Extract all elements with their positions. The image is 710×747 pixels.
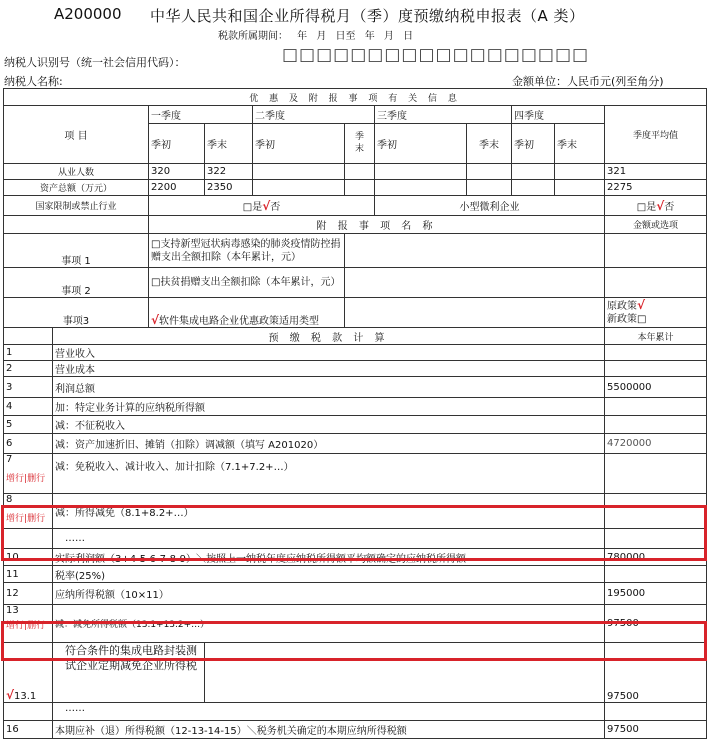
delete-row-link[interactable]: 删行 (27, 621, 46, 631)
row-value[interactable] (605, 494, 707, 529)
row-number: 5 (4, 416, 53, 434)
old-policy-option[interactable]: 原政策 (607, 301, 637, 312)
add-row-link[interactable]: 增行 (6, 474, 25, 484)
row-value[interactable]: 97500 (605, 721, 707, 739)
assets-label: 资产总额（万元） (4, 180, 149, 196)
quarter-3-header: 三季度 (375, 106, 512, 124)
taxpayer-id-boxes[interactable]: □□□□□□□□□□□□□□□□□□ (282, 45, 590, 65)
small-yes-option[interactable]: □是 (636, 202, 657, 213)
employees-label: 从业人数 (4, 164, 149, 180)
delete-row-link[interactable]: 删行 (27, 514, 46, 524)
row-number-cell: 7 增行|删行 (4, 454, 53, 494)
q1-end-header: 季末 (205, 124, 253, 164)
row-label: 减：减免所得税额（13.1+13.2+…） (53, 605, 605, 643)
q4-end-header: 季末 (555, 124, 605, 164)
row-label: 利润总额 (53, 377, 605, 398)
employees-q4-begin[interactable] (512, 164, 555, 180)
calc-section-title: 预 缴 税 款 计 算 (53, 328, 605, 345)
checkmark-icon: √ (6, 688, 15, 702)
row-label: 减：所得减免（8.1+8.2+…） (53, 494, 605, 529)
declaration-table (3, 88, 707, 739)
row-number: 16 (4, 721, 53, 739)
row-label: 应纳所得税额（10×11） (53, 583, 605, 605)
assets-q2-end[interactable] (345, 180, 375, 196)
row-value[interactable] (605, 566, 707, 583)
row-number: 3 (4, 377, 53, 398)
item-1-amount[interactable] (605, 234, 707, 268)
checkmark-icon: √ (262, 199, 271, 213)
employees-q2-end[interactable] (345, 164, 375, 180)
row-number: 12 (4, 583, 53, 605)
small-enterprise-label: 小型微利企业 (375, 196, 605, 216)
item-1-description[interactable]: □支持新型冠状病毒感染的肺炎疫情防控捐赠支出全额扣除（本年累计，元） (149, 234, 345, 268)
row-label: 本期应补（退）所得税额（12-13-14-15）＼税务机关确定的本期应纳所得税额 (53, 721, 605, 739)
q3-end-header: 季末 (467, 124, 512, 164)
row-number-cell (4, 643, 53, 703)
row-value[interactable]: 97500 (605, 605, 707, 643)
ellipsis-row: …… (53, 703, 605, 721)
row-number: 10 (4, 549, 53, 566)
row-value[interactable] (605, 416, 707, 434)
new-policy-option[interactable]: 新政策□ (607, 314, 647, 325)
assets-q3-begin[interactable] (375, 180, 467, 196)
q4-begin-header: 季初 (512, 124, 555, 164)
item-1-label: 事项 1 (4, 234, 149, 268)
quarter-1-header: 一季度 (149, 106, 253, 124)
employees-q4-end[interactable] (555, 164, 605, 180)
quarter-4-header: 四季度 (512, 106, 605, 124)
row-value[interactable]: 4720000 (605, 434, 707, 454)
row-number-cell: 8 增行|删行 (4, 494, 53, 529)
amount-option-header: 金额或选项 (605, 216, 707, 234)
row-label: 实际利润额（3+4-5-6-7-8-9）＼按照上一纳税年度应纳税所得额平均额确定的应纳税所得额 (53, 549, 605, 566)
form-code: A200000 (54, 5, 122, 23)
row-label: 营业成本 (53, 361, 605, 377)
row-label: 减：不征税收入 (53, 416, 605, 434)
row-label: 符合条件的集成电路封装测试企业定期减免企业所得税 (53, 643, 205, 703)
assets-average[interactable]: 2275 (605, 180, 707, 196)
row-label: 税率(25%) (53, 566, 605, 583)
item-2-amount[interactable] (605, 268, 707, 298)
row-number: 4 (4, 398, 53, 416)
row-value[interactable]: 97500 (605, 643, 707, 703)
add-row-link[interactable]: 增行 (6, 514, 25, 524)
q2-begin-header: 季初 (253, 124, 345, 164)
row-label: 加：特定业务计算的应纳税所得额 (53, 398, 605, 416)
small-enterprise-choice[interactable] (605, 196, 707, 216)
taxpayer-name-label: 纳税人名称: (4, 75, 63, 88)
row-number: 6 (4, 434, 53, 454)
form-title: 中华人民共和国企业所得税月（季）度预缴纳税申报表（A 类） (150, 7, 585, 25)
small-no-option[interactable]: 否 (664, 202, 675, 213)
row-number: 1 (4, 345, 53, 361)
restricted-no-option[interactable]: 否 (270, 202, 281, 213)
item-2-label: 事项 2 (4, 268, 149, 298)
year-total-header: 本年累计 (605, 328, 707, 345)
row-value[interactable] (605, 398, 707, 416)
add-row-link[interactable]: 增行 (6, 621, 25, 631)
row-label: 减：免税收入、减计收入、加计扣除（7.1+7.2+…） (53, 454, 605, 494)
taxpayer-id-label: 纳税人识别号（统一社会信用代码）： (4, 56, 186, 69)
assets-q1-end[interactable]: 2350 (205, 180, 253, 196)
row-value[interactable]: 195000 (605, 583, 707, 605)
attached-section-title: 附 报 事 项 名 称 (149, 216, 605, 234)
amount-unit: 金额单位：人民币元(列至角分) (512, 75, 664, 88)
assets-q2-begin[interactable] (253, 180, 345, 196)
q3-begin-header: 季初 (375, 124, 467, 164)
assets-q1-begin[interactable]: 2200 (149, 180, 205, 196)
info-section-title: 优 惠 及 附 报 事 项 有 关 信 息 (4, 89, 707, 106)
checkmark-icon: √ (656, 199, 665, 213)
assets-q3-end[interactable] (467, 180, 512, 196)
quarter-average-header: 季度平均值 (605, 106, 707, 164)
row-value[interactable]: 5500000 (605, 377, 707, 398)
assets-q4-end[interactable] (555, 180, 605, 196)
row-label: 营业收入 (53, 345, 605, 361)
row-number: 13.1 (14, 691, 37, 702)
restricted-yes-option[interactable]: □是 (242, 202, 263, 213)
row-number: 11 (4, 566, 53, 583)
employees-average[interactable]: 321 (605, 164, 707, 180)
row-number-cell: 13 增行|删行 (4, 605, 53, 643)
item-3-label: 事项3 (4, 298, 149, 328)
item-2-description[interactable]: □扶贫捐赠支出全额扣除（本年累计，元） (149, 268, 345, 298)
employees-q1-begin[interactable]: 320 (149, 164, 205, 180)
checkmark-icon: √ (637, 298, 646, 312)
employees-q2-begin[interactable] (253, 164, 345, 180)
tax-period-line: 税款所属期间： 年 月 日至 年 月 日 (218, 31, 414, 42)
row-value[interactable] (605, 361, 707, 377)
row-number: 13 (6, 605, 19, 616)
delete-row-link[interactable]: 删行 (27, 474, 46, 484)
row-value[interactable]: 780000 (605, 549, 707, 566)
restricted-industry-choice[interactable] (149, 196, 375, 216)
item-3-description[interactable]: √软件集成电路企业优惠政策适用类型 (149, 298, 345, 328)
row-number: 8 (6, 494, 13, 505)
item-3-policy-choice[interactable] (605, 298, 707, 328)
employees-q3-begin[interactable] (375, 164, 467, 180)
quarter-2-header: 二季度 (253, 106, 375, 124)
ellipsis-row: …… (53, 529, 605, 549)
checkmark-icon: √ (151, 313, 160, 327)
assets-q4-begin[interactable] (512, 180, 555, 196)
row-label: 减：资产加速折旧、摊销（扣除）调减额（填写 A201020） (53, 434, 605, 454)
q2-end-header: 季末 (345, 124, 375, 164)
row-value[interactable] (605, 454, 707, 494)
employees-q1-end[interactable]: 322 (205, 164, 253, 180)
item-header: 项 目 (4, 106, 149, 164)
q1-begin-header: 季初 (149, 124, 205, 164)
row-number: 2 (4, 361, 53, 377)
restricted-industry-label: 国家限制或禁止行业 (4, 196, 149, 216)
row-number: 7 (6, 454, 13, 465)
row-value[interactable] (605, 345, 707, 361)
employees-q3-end[interactable] (467, 164, 512, 180)
